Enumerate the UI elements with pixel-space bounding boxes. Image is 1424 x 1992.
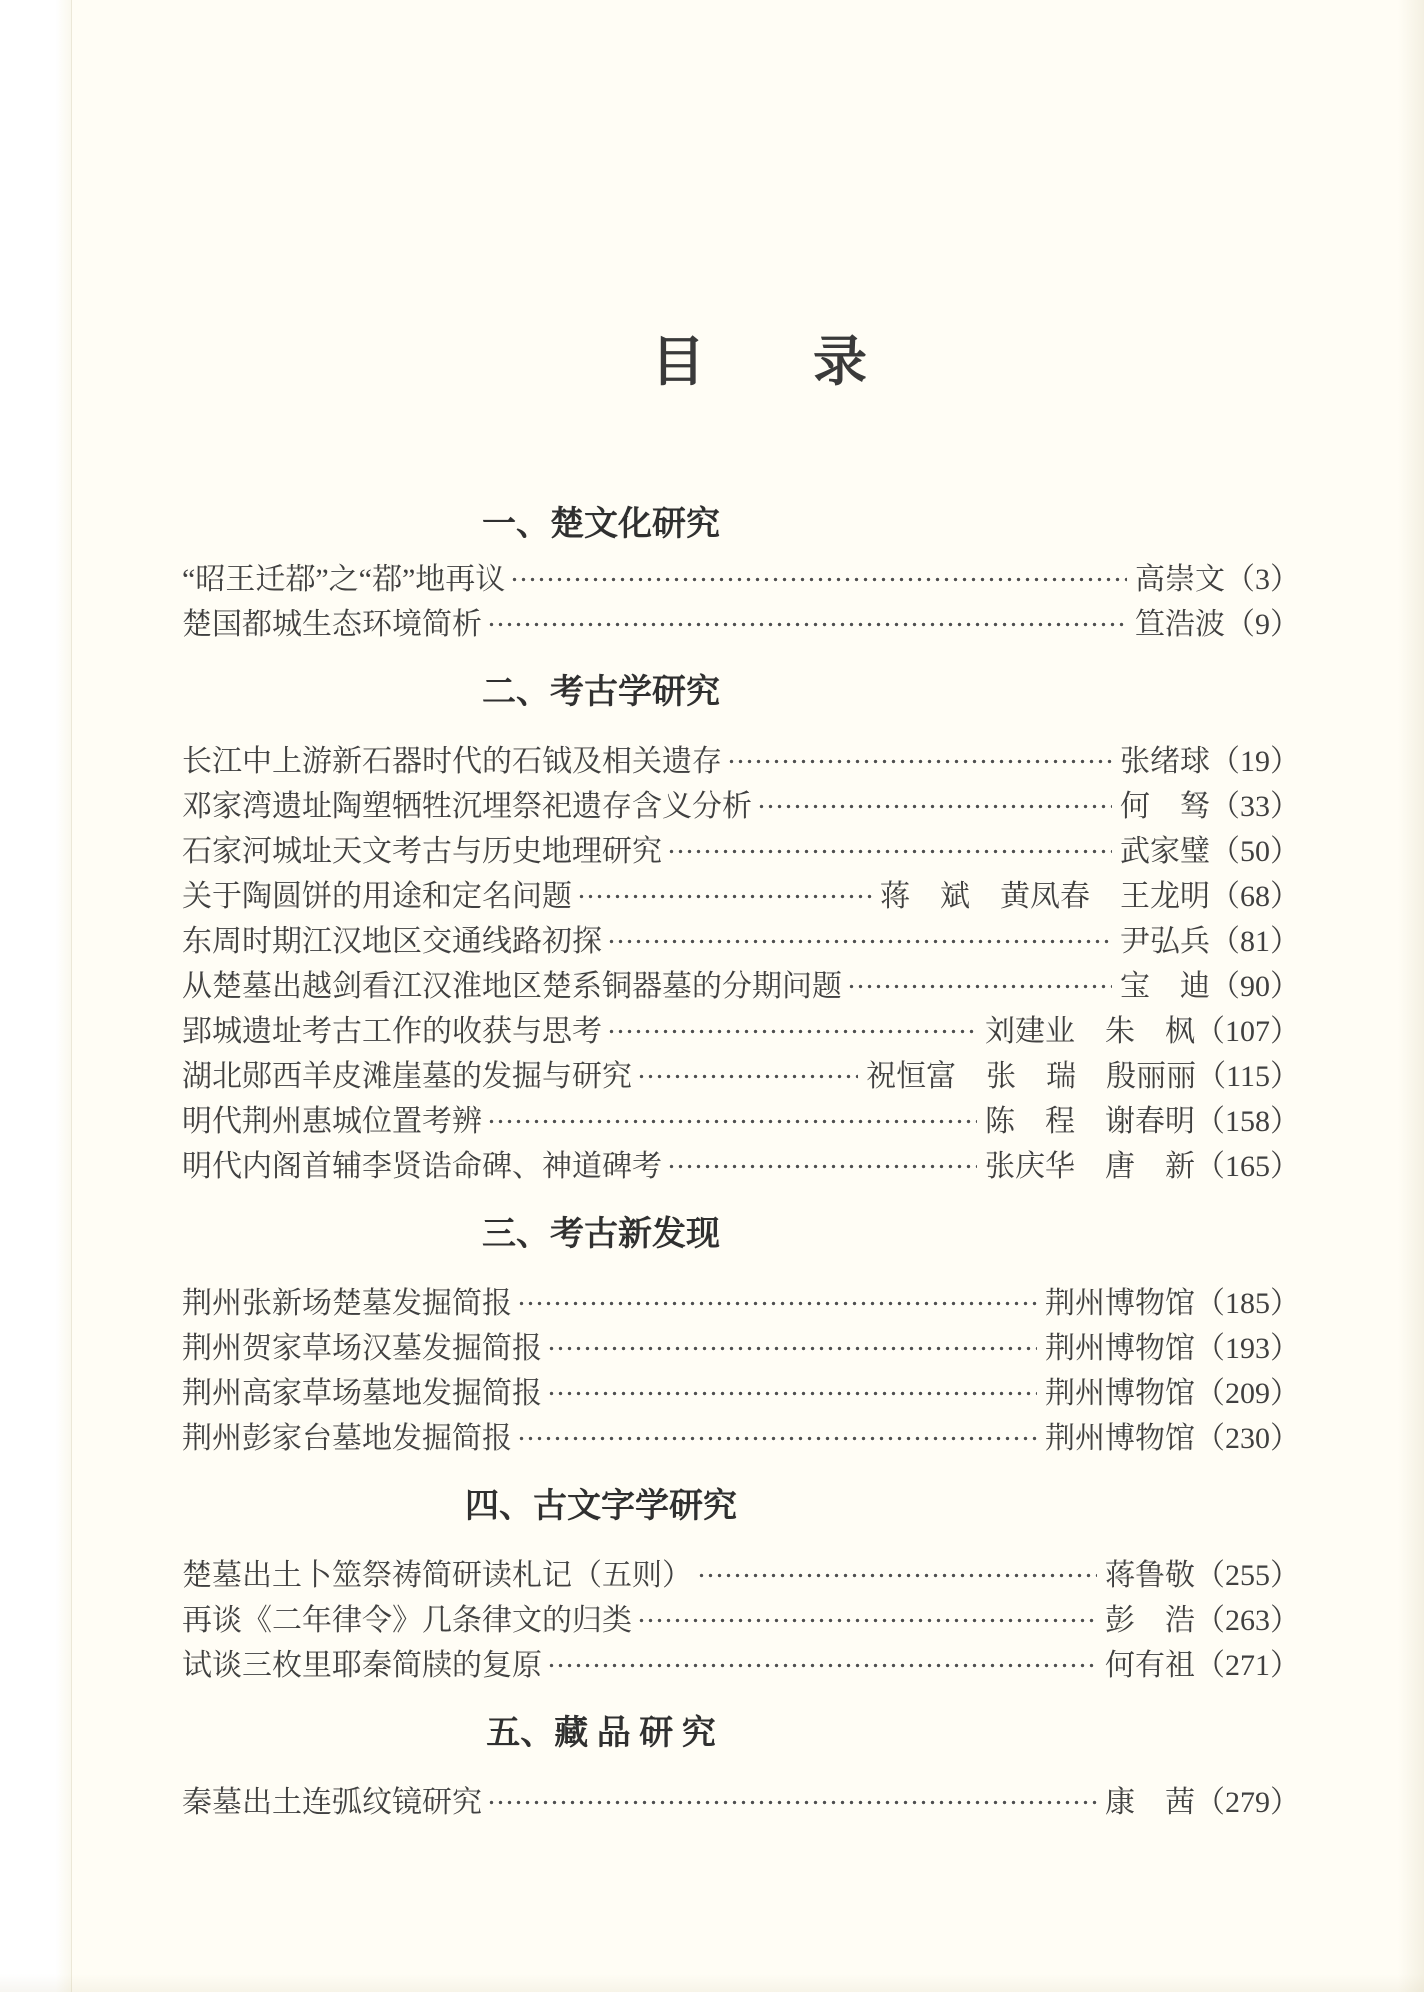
entry-title: 楚墓出土卜筮祭祷简研读札记（五则） [182, 1559, 692, 1592]
entry-page-number: （193） [1195, 1332, 1300, 1365]
entry-authors: 陈 程 谢春明 [985, 1105, 1195, 1138]
dot-leader [487, 1780, 1097, 1825]
entry-page-number: （50） [1210, 835, 1300, 868]
toc-entry [182, 784, 1300, 829]
entry-title: 明代荆州惠城位置考辨 [182, 1105, 482, 1138]
entry-page-number: （19） [1210, 745, 1300, 778]
entry-title: 东周时期江汉地区交通线路初探 [182, 925, 602, 958]
toc-entry [182, 919, 1300, 964]
dot-leader [697, 1553, 1097, 1598]
dot-leader [487, 602, 1127, 647]
entry-authors: 笪浩波 [1135, 608, 1225, 641]
entry-page-number: （68） [1210, 880, 1300, 913]
entry-authors: 何有祖 [1105, 1649, 1195, 1682]
toc-section [182, 503, 1300, 647]
entry-authors: 康 茜 [1105, 1786, 1195, 1819]
entry-authors: 荆州博物馆 [1045, 1422, 1195, 1455]
dot-leader [757, 784, 1112, 829]
toc-section [182, 671, 1300, 1189]
entry-title: 明代内阁首辅李贤诰命碑、神道碑考 [182, 1150, 662, 1183]
entry-title: 荆州贺家草场汉墓发掘简报 [182, 1332, 542, 1365]
entry-authors: 彭 浩 [1105, 1604, 1195, 1637]
section-heading: 三、考古新发现 [482, 1216, 720, 1253]
entry-page-number: （255） [1195, 1559, 1300, 1592]
entry-title: 从楚墓出越剑看江汉淮地区楚系铜器墓的分期问题 [182, 970, 842, 1003]
section-heading: 一、楚文化研究 [482, 506, 720, 543]
entry-authors: 荆州博物馆 [1045, 1377, 1195, 1410]
toc-section [182, 1485, 1300, 1688]
dot-leader [547, 1371, 1037, 1416]
toc-entry [182, 1099, 1300, 1144]
entry-authors: 荆州博物馆 [1045, 1287, 1195, 1320]
entry-page-number: （33） [1210, 790, 1300, 823]
dot-leader [577, 874, 872, 919]
entry-page-number: （263） [1195, 1604, 1300, 1637]
dot-leader [517, 1281, 1037, 1326]
toc-sections [182, 503, 1300, 1825]
entry-page-number: （90） [1210, 970, 1300, 1003]
toc-entry [182, 1144, 1300, 1189]
dot-leader [667, 1144, 977, 1189]
toc-entry [182, 1371, 1300, 1416]
section-heading: 四、古文字学研究 [465, 1488, 737, 1525]
section-entries [182, 1553, 1300, 1688]
dot-leader [510, 557, 1127, 602]
toc-entry [182, 1326, 1300, 1371]
entry-title: 秦墓出土连弧纹镜研究 [182, 1786, 482, 1819]
entry-page-number: （279） [1195, 1786, 1300, 1819]
entry-authors: 祝恒富 张 瑞 殷丽丽 [866, 1060, 1197, 1093]
page-right-shade [1398, 0, 1424, 1992]
entry-page-number: （81） [1210, 925, 1300, 958]
toc-entry [182, 829, 1300, 874]
toc-section [182, 1213, 1300, 1461]
dot-leader [607, 919, 1112, 964]
entry-authors: 荆州博物馆 [1045, 1332, 1195, 1365]
entry-page-number: （158） [1195, 1105, 1300, 1138]
toc-entry [182, 1009, 1300, 1054]
toc-entry [182, 1416, 1300, 1461]
section-entries [182, 739, 1300, 1189]
dot-leader [607, 1009, 977, 1054]
toc-entry [182, 557, 1300, 602]
page-edge-strip [0, 0, 72, 1992]
entry-page-number: （107） [1195, 1015, 1300, 1048]
dot-leader [547, 1326, 1037, 1371]
dot-leader [637, 1054, 858, 1099]
entry-authors: 何 驽 [1120, 790, 1210, 823]
dot-leader [847, 964, 1112, 1009]
toc-entry [182, 1780, 1300, 1825]
page-title: 目 录 [651, 332, 867, 392]
toc-entry [182, 739, 1300, 784]
dot-leader [667, 829, 1112, 874]
entry-page-number: （3） [1225, 563, 1300, 596]
entry-authors: 刘建业 朱 枫 [985, 1015, 1195, 1048]
entry-title: 郢城遗址考古工作的收获与思考 [182, 1015, 602, 1048]
entry-title: 关于陶圆饼的用途和定名问题 [182, 880, 572, 913]
entry-authors: 武家璧 [1120, 835, 1210, 868]
entry-title: 邓家湾遗址陶塑牺牲沉埋祭祀遗存含义分析 [182, 790, 752, 823]
dot-leader [637, 1598, 1097, 1643]
dot-leader [727, 739, 1112, 784]
entry-title: 石家河城址天文考古与历史地理研究 [182, 835, 662, 868]
entry-title: 试谈三枚里耶秦简牍的复原 [182, 1649, 542, 1682]
dot-leader [547, 1643, 1097, 1688]
toc-entry [182, 874, 1300, 919]
entry-title: 荆州高家草场墓地发掘简报 [182, 1377, 542, 1410]
section-entries [182, 1281, 1300, 1461]
toc-entry [182, 1643, 1300, 1688]
toc-entry [182, 602, 1300, 647]
entry-authors: 尹弘兵 [1120, 925, 1210, 958]
entry-title: 荆州张新场楚墓发掘简报 [182, 1287, 512, 1320]
entry-page-number: （185） [1195, 1287, 1300, 1320]
toc-entry [182, 964, 1300, 1009]
entry-page-number: （271） [1195, 1649, 1300, 1682]
entry-authors: 高崇文 [1135, 563, 1225, 596]
entry-title: 长江中上游新石器时代的石钺及相关遗存 [182, 745, 722, 778]
entry-title: “昭王迁鄀”之“鄀”地再议 [182, 563, 506, 596]
section-heading: 二、考古学研究 [482, 674, 720, 711]
entry-authors: 张庆华 唐 新 [985, 1150, 1195, 1183]
section-entries [182, 1780, 1300, 1825]
toc-entry [182, 1054, 1300, 1099]
entry-page-number: （165） [1195, 1150, 1300, 1183]
entry-authors: 张绪球 [1120, 745, 1210, 778]
entry-title: 荆州彭家台墓地发掘简报 [182, 1422, 512, 1455]
section-heading: 五、藏 品 研 究 [486, 1715, 716, 1752]
entry-title: 再谈《二年律令》几条律文的归类 [182, 1604, 632, 1637]
entry-page-number: （230） [1195, 1422, 1300, 1455]
entry-authors: 蒋 斌 黄凤春 王龙明 [880, 880, 1210, 913]
entry-authors: 蒋鲁敬 [1105, 1559, 1195, 1592]
toc-entry [182, 1598, 1300, 1643]
toc-entry [182, 1281, 1300, 1326]
entry-title: 楚国都城生态环境简析 [182, 608, 482, 641]
toc-entry [182, 1553, 1300, 1598]
dot-leader [487, 1099, 977, 1144]
dot-leader [517, 1416, 1037, 1461]
section-entries [182, 557, 1300, 647]
entry-page-number: （209） [1195, 1377, 1300, 1410]
entry-page-number: （9） [1225, 608, 1300, 641]
entry-page-number: （115） [1196, 1060, 1300, 1093]
entry-title: 湖北郧西羊皮滩崖墓的发掘与研究 [182, 1060, 632, 1093]
entry-authors: 宝 迪 [1120, 970, 1210, 1003]
page-bottom-shade [0, 1974, 1424, 1992]
toc-section [182, 1712, 1300, 1825]
